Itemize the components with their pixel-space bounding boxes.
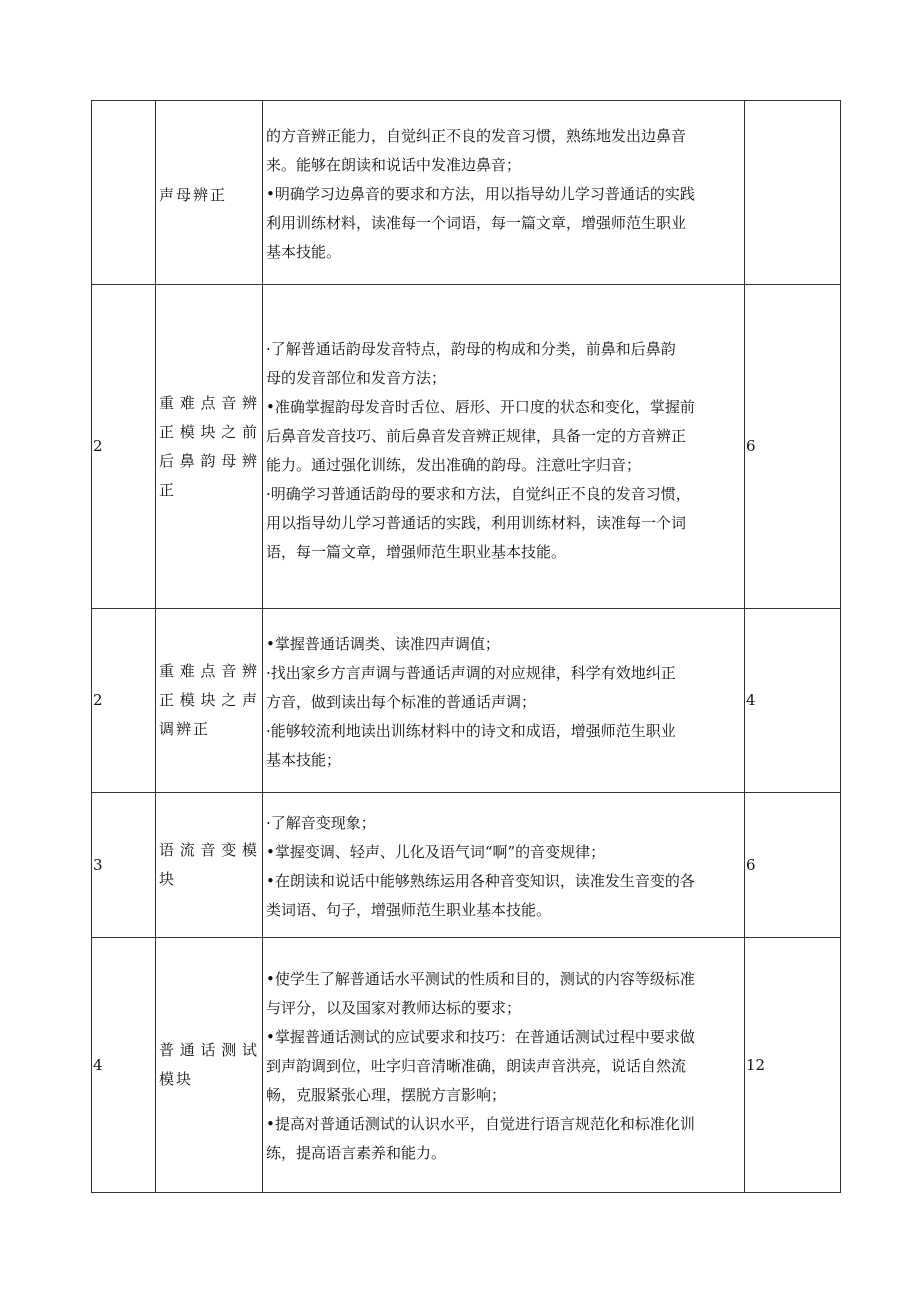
content-line: 用以指导幼儿学习普通话的实践，利用训练材料，读准每一个词 <box>266 513 687 532</box>
content-line: 练，提高语言素养和能力。 <box>266 1144 447 1162</box>
module-name: 重难点音辨正模块之声调辨正 <box>156 609 263 793</box>
module-content <box>263 285 745 609</box>
content-line: •明确学习边鼻音的要求和方法，用以指导幼儿学习普通话的实践 <box>266 184 695 203</box>
content-line: •掌握普通话测试的应试要求和技巧：在普通话测试过程中要求做 <box>266 1028 695 1046</box>
course-content-table <box>91 100 841 1193</box>
content-line: •在朗读和说话中能够熟练运用各种音变知识，读准发生音变的各 <box>266 871 695 890</box>
hours-cell: 12 <box>745 938 841 1193</box>
module-content <box>263 609 745 793</box>
row-number: 4 <box>92 938 156 1193</box>
content-line: ·能够较流利地读出训练材料中的诗文和成语，增强师范生职业 <box>266 721 676 740</box>
content-line: ·明确学习普通话韵母的要求和方法，自觉纠正不良的发音习惯， <box>266 484 691 503</box>
content-line: 基本技能； <box>266 750 342 769</box>
module-content <box>263 793 745 938</box>
hours-cell: 4 <box>745 609 841 793</box>
content-line: 利用训练材料，读准每一个词语，每一篇文章，增强师范生职业 <box>266 213 687 232</box>
content-line: •掌握变调、轻声、儿化及语气词“啊”的音变规律； <box>266 842 606 861</box>
content-line: 畅，克服紧张心理，摆脱方言影响； <box>266 1086 507 1104</box>
content-line: 能力。通过强化训练，发出准确的韵母。注意吐字归音； <box>266 455 642 474</box>
content-line: •准确掌握韵母发音时舌位、唇形、开口度的状态和变化，掌握前 <box>266 397 695 416</box>
module-name: 重难点音辨正模块之前后鼻韵母辨正 <box>156 285 263 609</box>
content-line: •使学生了解普通话水平测试的性质和目的，测试的内容等级标准 <box>266 970 695 988</box>
hours-cell <box>745 101 841 285</box>
module-name: 语流音变模块 <box>156 793 263 938</box>
content-line: 与评分，以及国家对教师达标的要求； <box>266 999 522 1017</box>
content-line: ·了解普通话韵母发音特点，韵母的构成和分类，前鼻和后鼻韵 <box>266 339 676 358</box>
content-line: 基本技能。 <box>266 242 342 261</box>
table-row <box>92 793 841 938</box>
hours-cell: 6 <box>745 285 841 609</box>
module-content <box>263 938 745 1193</box>
table-row <box>92 285 841 609</box>
content-line: 方音，做到读出每个标准的普通话声调； <box>266 692 537 711</box>
table-row <box>92 609 841 793</box>
content-line: 到声韵调到位，吐字归音清晰准确，朗读声音洪亮，说话自然流 <box>266 1057 687 1075</box>
module-name: 声母辨正 <box>156 101 263 285</box>
content-line: •提高对普通话测试的认识水平，自觉进行语言规范化和标准化训 <box>266 1115 695 1133</box>
content-line: 来。能够在朗读和说话中发准边鼻音； <box>266 155 522 174</box>
module-content <box>263 101 745 285</box>
table-row <box>92 101 841 285</box>
content-line: 的方音辨正能力，自觉纠正不良的发音习惯，熟练地发出边鼻音 <box>266 126 687 145</box>
hours-cell: 6 <box>745 793 841 938</box>
content-line: 母的发音部位和发音方法； <box>266 368 447 387</box>
row-number: 2 <box>92 609 156 793</box>
content-line: 后鼻音发音技巧、前后鼻音发音辨正规律，具备一定的方音辨正 <box>266 426 687 445</box>
row-number: 3 <box>92 793 156 938</box>
row-number: 2 <box>92 285 156 609</box>
content-line: •掌握普通话调类、读准四声调值； <box>266 634 500 653</box>
content-line: ·找出家乡方言声调与普通话声调的对应规律，科学有效地纠正 <box>266 663 676 682</box>
content-line: 类词语、句子，增强师范生职业基本技能。 <box>266 900 552 919</box>
content-line: ·了解音变现象； <box>266 813 376 832</box>
row-number <box>92 101 156 285</box>
table-row <box>92 938 841 1193</box>
content-line: 语，每一篇文章，增强师范生职业基本技能。 <box>266 542 567 561</box>
module-name: 普通话测试模块 <box>156 938 263 1193</box>
